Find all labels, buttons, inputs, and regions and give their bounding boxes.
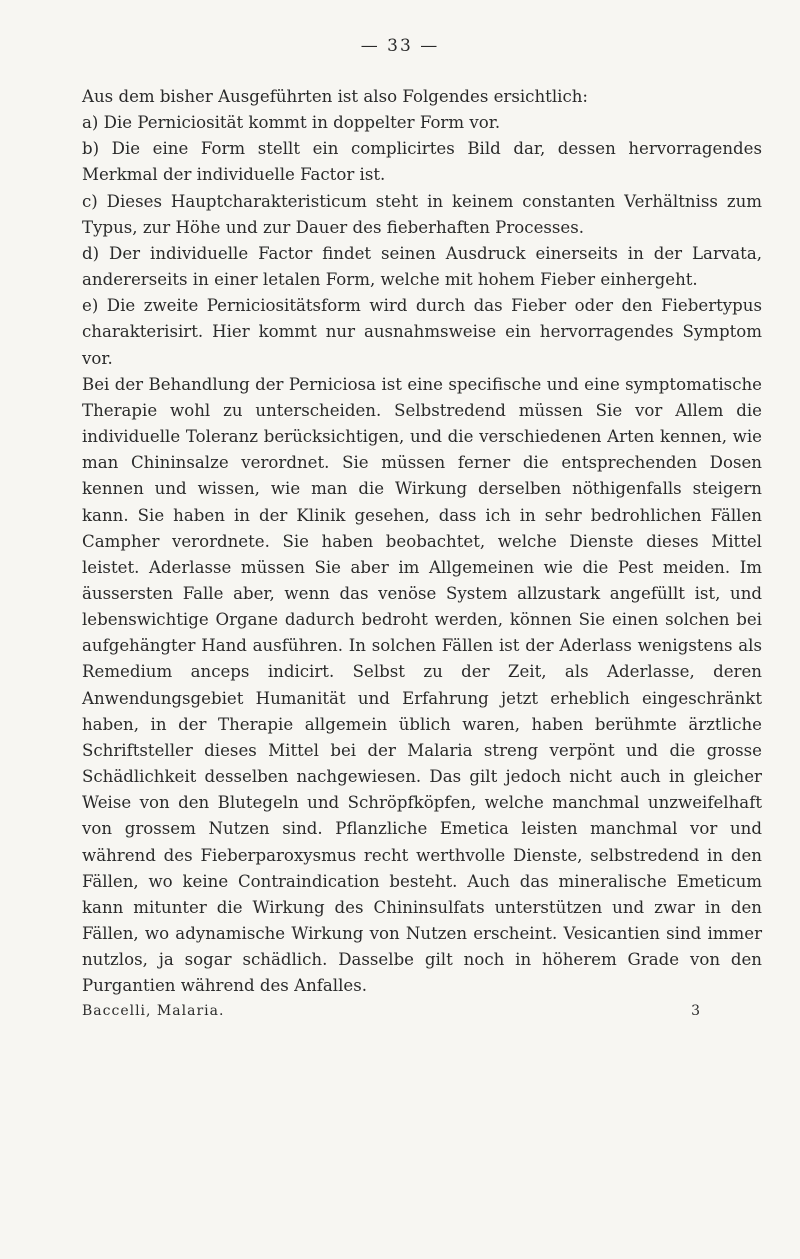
list-item-c: c) Dieses Hauptcharakteristicum steht in keinem constanten Verhältniss zum Typus, zur Höhe und zur Dauer des fieberhaften Processes. [82, 191, 762, 237]
list-item-b: b) Die eine Form stellt ein complicirtes Bild dar, dessen hervorragendes Merkmal der individuelle Factor ist. [82, 139, 762, 185]
signature-number: 3 [691, 1003, 700, 1020]
intro-paragraph: Aus dem bisher Ausgeführten ist also Folgendes ersichtlich: [82, 87, 589, 106]
list-item-d: d) Der individuelle Factor findet seinen Ausdruck einerseits in der Larvata, andererseits in einer letalen Form, welche mit hohem Fieber einhergeht. [82, 243, 762, 290]
list-item-a: a) Die Perniciosität kommt in doppelter Form vor. [82, 113, 501, 133]
footer-author: Baccelli, Malaria. [82, 1003, 225, 1020]
list-item-e: e) Die zweite Perniciositätsform wird durch das Fieber oder den Fiebertypus charakterisirt. Hier kommt nur ausnahmsweise ein hervorragendes Symptom vor. [82, 296, 762, 368]
treatment-paragraph: Bei der Behandlung der Perniciosa ist eine specifische und eine symptomatische Therapie wohl zu unterscheiden. Selbstredend müssen Sie vor Allem die individuelle Toleranz berücksichtigen, und die verschiedenen Arten kennen, wie man Chininsalze verordnet. Sie müssen ferner die entsprechenden Dosen kennen und wissen, wie man die Wirkung derselben nöthigenfalls steigern kann. Sie haben in der Klinik gesehen, dass ich in sehr bedrohlichen Fällen Campher verordnete. Sie haben beobachtet, welche Dienste dieses Mittel leistet. Aderlasse müssen Sie aber im Allgemeinen wie die Pest meiden. Im äussersten Falle aber, wenn das venöse System allzustark angefüllt ist, und lebenswichtige Organe dadurch bedroht werden, können Sie einen solchen bei aufgehängter Hand ausführen. In solchen Fällen ist der Aderlass wenigstens als Remedium anceps indicirt. Selbst zu der Zeit, als Aderlasse, deren Anwendungsgebiet Humanität und Erfahrung jetzt erheblich eingeschränkt haben, in der Therapie allgemein üblich waren, haben berühmte ärztliche Schriftsteller dieses Mittel bei der Malaria streng verpönt und die grosse Schädlichkeit desselben nachgewiesen. Das gilt jedoch nicht auch in gleicher Weise von den Blutegeln und Schröpfköpfen, welche manchmal unzweifelhaft von grossem Nutzen sind. Pflanzliche Emetica leisten manchmal vor und während des Fieberparoxysmus recht werthvolle Dienste, selbstredend in den Fällen, wo keine Contraindication besteht. Auch das mineralische Emeticum kann mitunter die Wirkung des Chininsulfats unterstützen und zwar in den Fällen, wo adynamische Wirkung von Nutzen erscheint. Vesicantien sind immer nutzlos, ja sogar schädlich. Dasselbe gilt noch in höherem Grade von den Purgantien während des Anfalles. [82, 374, 762, 996]
page-number: — 33 — [360, 36, 440, 56]
body-text [82, 84, 762, 999]
page-footer [82, 1003, 762, 1019]
